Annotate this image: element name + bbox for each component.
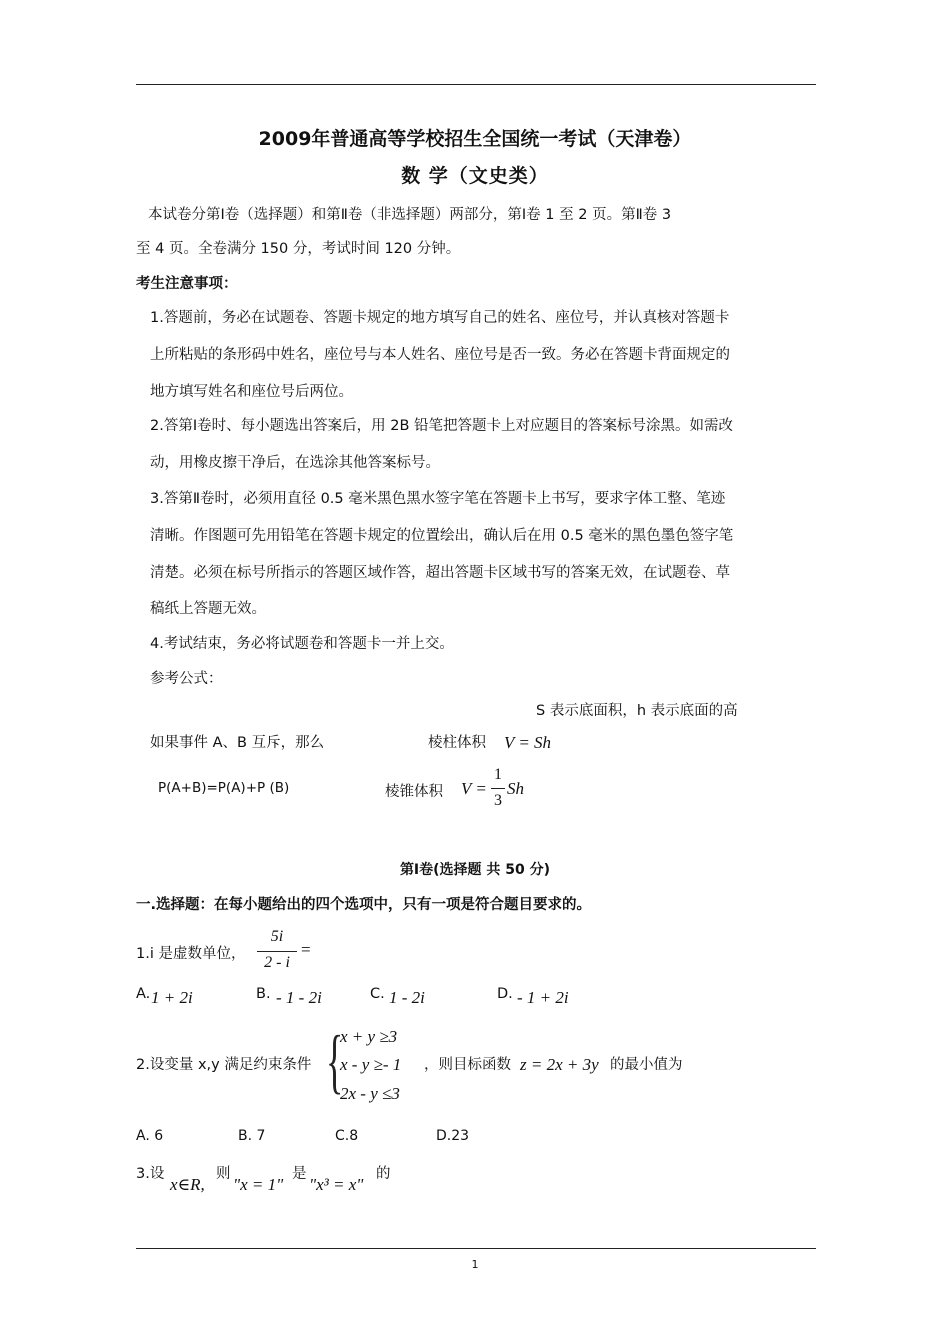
- q1-option-b-value: - 1 - 2i: [276, 988, 322, 1007]
- q2-option-c: C.8: [335, 1128, 359, 1144]
- page-title: 2009年普通高等学校招生全国统一考试（天津卷）: [258, 128, 692, 150]
- pyramid-rhs: Sh: [507, 779, 524, 798]
- notice-line: 1.答题前，务必在试题卷、答题卡规定的地方填写自己的姓名、座位号，并认真核对答题卡: [150, 310, 730, 326]
- intro-line-2: 至 4 页。全卷满分 150 分，考试时间 120 分钟。: [136, 241, 461, 257]
- notice-heading: 考生注意事项：: [136, 276, 238, 292]
- q3-is: 是: [292, 1166, 307, 1182]
- notice-line: 2.答第Ⅰ卷时、每小题选出答案后，用 2B 铅笔把答题卡上对应题目的答案标号涂黑。如需改: [150, 418, 733, 434]
- pyramid-fraction-numerator: 1: [494, 766, 502, 783]
- q3-q: "x³ = x": [309, 1175, 364, 1194]
- page-subtitle: 数 学（文史类）: [401, 165, 549, 187]
- q1-equals: =: [301, 940, 311, 959]
- q2-option-d: D.23: [436, 1128, 470, 1144]
- notice-line: 上所粘贴的条形码中姓名，座位号与本人姓名、座位号是否一致。务必在答题卡背面规定的: [150, 347, 730, 363]
- header-rule: [136, 84, 816, 85]
- notice-line: 地方填写姓名和座位号后两位。: [150, 384, 353, 400]
- notice-line: 清楚。必须在标号所指示的答题区域作答，超出答题卡区域书写的答案无效，在试题卷、草: [150, 565, 730, 581]
- q3-condition: x∈R,: [170, 1175, 205, 1194]
- q2-middle-text: ，则目标函数: [424, 1057, 511, 1073]
- q1-option-a-value: 1 + 2i: [151, 988, 193, 1007]
- prism-label: 棱柱体积: [428, 735, 486, 751]
- notice-line: 稿纸上答题无效。: [150, 601, 266, 617]
- q2-tail-text: 的最小值为: [610, 1057, 683, 1073]
- formula-s-note: S 表示底面积，h 表示底面的高: [536, 703, 738, 719]
- q3-p: "x = 1": [233, 1175, 284, 1194]
- q3-then: 则: [216, 1166, 231, 1182]
- page-number: 1: [471, 1258, 479, 1271]
- section-instruction: 一.选择题：在每小题给出的四个选项中，只有一项是符合题目要求的。: [136, 897, 592, 913]
- formulas-heading: 参考公式：: [150, 671, 223, 687]
- q1-fraction-denominator: 2 - i: [264, 954, 290, 971]
- question-1-stem: 1.i 是虚数单位，: [136, 946, 246, 962]
- q2-option-a: A. 6: [136, 1128, 164, 1144]
- notice-line: 3.答第Ⅱ卷时，必须用直径 0.5 毫米黑色黑水签字笔在答题卡上书写，要求字体工整、笔迹: [150, 491, 726, 507]
- q1-option-c-label: C.: [370, 986, 385, 1002]
- formula-event-text: 如果事件 A、B 互斥，那么: [150, 735, 325, 751]
- q1-option-b-label: B.: [256, 986, 271, 1002]
- q1-option-a-label: A.: [136, 986, 151, 1002]
- constraint-brace: {: [326, 1021, 344, 1101]
- intro-line-1: 本试卷分第Ⅰ卷（选择题）和第Ⅱ卷（非选择题）两部分，第Ⅰ卷 1 至 2 页。第Ⅱ卷 3: [148, 207, 672, 223]
- pyramid-fraction-bar: [491, 788, 505, 789]
- footer-rule: [136, 1248, 816, 1249]
- q1-fraction-bar: [257, 951, 297, 952]
- constraint-2: x - y ≥- 1: [340, 1055, 402, 1074]
- pyramid-label: 棱锥体积: [385, 784, 443, 800]
- q2-option-b: B. 7: [238, 1128, 266, 1144]
- pyramid-fraction-denominator: 3: [494, 792, 502, 809]
- notice-line: 动，用橡皮擦干净后，在选涂其他答案标号。: [150, 455, 440, 471]
- prism-formula: V = Sh: [504, 733, 552, 752]
- pyramid-lhs: V =: [461, 779, 487, 798]
- question-3-stem: 3.设: [136, 1166, 165, 1182]
- question-2-stem: 2.设变量 x,y 满足约束条件: [136, 1057, 312, 1073]
- q2-objective: z = 2x + 3y: [520, 1055, 599, 1074]
- q1-fraction-numerator: 5i: [270, 928, 284, 945]
- q3-de: 的: [376, 1166, 391, 1182]
- q1-option-d-label: D.: [497, 986, 513, 1002]
- notice-line: 清晰。作图题可先用铅笔在答题卡规定的位置绘出，确认后在用 0.5 毫米的黑色墨色签字笔: [150, 528, 734, 544]
- q1-option-c-value: 1 - 2i: [389, 988, 425, 1007]
- q1-option-d-value: - 1 + 2i: [517, 988, 569, 1007]
- probability-formula: P(A+B)=P(A)+P (B): [158, 780, 290, 796]
- notice-line: 4.考试结束，务必将试题卷和答题卡一并上交。: [150, 636, 454, 652]
- section-title: 第Ⅰ卷(选择题 共 50 分): [399, 862, 551, 878]
- constraint-3: 2x - y ≤3: [340, 1084, 400, 1103]
- constraint-1: x + y ≥3: [340, 1027, 398, 1046]
